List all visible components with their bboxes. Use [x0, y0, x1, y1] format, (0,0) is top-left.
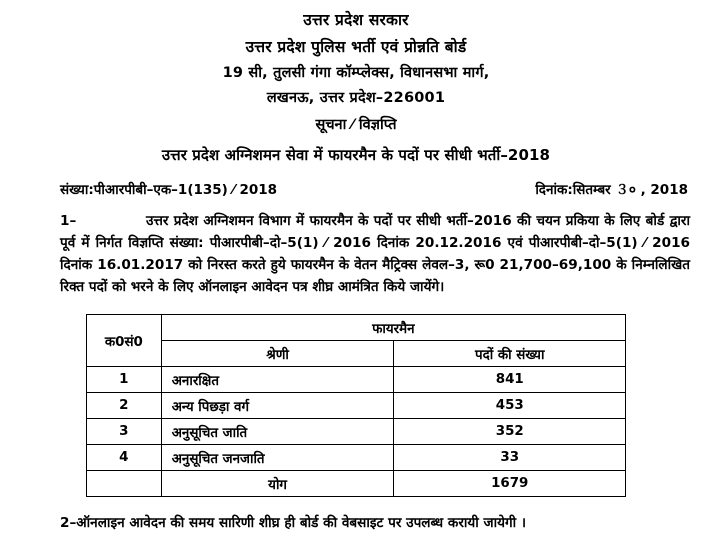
board-name: उत्तर प्रदेश पुलिस भर्ती एवं प्रोन्नति बोर्ड — [245, 38, 467, 56]
row-count: 33 — [394, 445, 626, 471]
table-col-count: पदों की संख्या — [394, 341, 626, 367]
reference-number: संख्या:पीआरपीबी–एक–1(135) ⁄ 2018 — [60, 182, 278, 198]
notice-heading: सूचना ⁄ विज्ञप्ति — [315, 117, 397, 133]
table-header-row-2 — [87, 341, 626, 367]
row-count: 453 — [394, 393, 626, 419]
total-value: 1679 — [394, 471, 626, 497]
board-address-line1: 19 सी, तुलसी गंगा कॉम्प्लेक्स, विधानसभा मार्ग, — [222, 65, 490, 81]
row-category: अनारक्षित — [161, 367, 394, 393]
table-corner-label: क0सं0 — [87, 315, 162, 367]
reference-row — [0, 178, 712, 198]
table-row — [87, 419, 626, 445]
vacancy-table — [86, 314, 626, 497]
table-row — [87, 367, 626, 393]
board-address-line2: लखनऊ, उत्तर प्रदेश–226001 — [266, 90, 446, 106]
table-header-row-1 — [87, 315, 626, 341]
row-count: 352 — [394, 419, 626, 445]
document-page — [0, 8, 712, 532]
paragraph-1-text: उत्तर प्रदेश अग्निशमन विभाग में फायरमैन के पदों पर सीधी भर्ती–2016 की चयन प्रकिया के लिए बोर्ड द्वारा पूर्व में निर्गत विज्ञप्ति संख्या: पीआरपीबी–दो–5(1) ⁄ 2016 दिनांक 20.12.2016 एवं पीआरपीबी–दो–5(1) ⁄ 2016 दिनांक 16.01.2017 को निरस्त करते हुये फायरमैन के वेतन मैट्रिक्स लेवल–3, रू0 21,700–69,100 के निम्नलिखित रिक्त पदों को भरने के लिए ऑनलाइन आवेदन पत्र शीघ्र आमंत्रित किये जायेंगे। — [60, 213, 690, 296]
row-category: अनुसूचित जनजाति — [161, 445, 394, 471]
table-total-row — [87, 471, 626, 497]
row-serial: 1 — [87, 367, 162, 393]
total-label: योग — [161, 471, 394, 497]
table-row — [87, 393, 626, 419]
paragraph-1 — [0, 210, 712, 298]
gov-name: उत्तर प्रदेश सरकार — [303, 11, 409, 29]
reference-date: दिनांक:सितम्बर ３० , 2018 — [535, 182, 688, 198]
page-title: उत्तर प्रदेश अग्निशमन सेवा में फायरमैन के पदों पर सीधी भर्ती–2018 — [161, 146, 551, 164]
paragraph-1-index: 1– — [60, 213, 77, 229]
total-blank — [87, 471, 162, 497]
paragraph-2: 2–ऑनलाइन आवेदन की समय सारिणी शीघ्र ही बोर्ड की वेबसाइट पर उपलब्ध करायी जायेगी । — [60, 515, 527, 532]
row-category: अनुसूचित जाति — [161, 419, 394, 445]
row-serial: 4 — [87, 445, 162, 471]
row-count: 841 — [394, 367, 626, 393]
table-col-category: श्रेणी — [161, 341, 394, 367]
table-row — [87, 445, 626, 471]
row-serial: 3 — [87, 419, 162, 445]
table-group-header: फायरमैन — [161, 315, 625, 341]
row-serial: 2 — [87, 393, 162, 419]
row-category: अन्य पिछड़ा वर्ग — [161, 393, 394, 419]
